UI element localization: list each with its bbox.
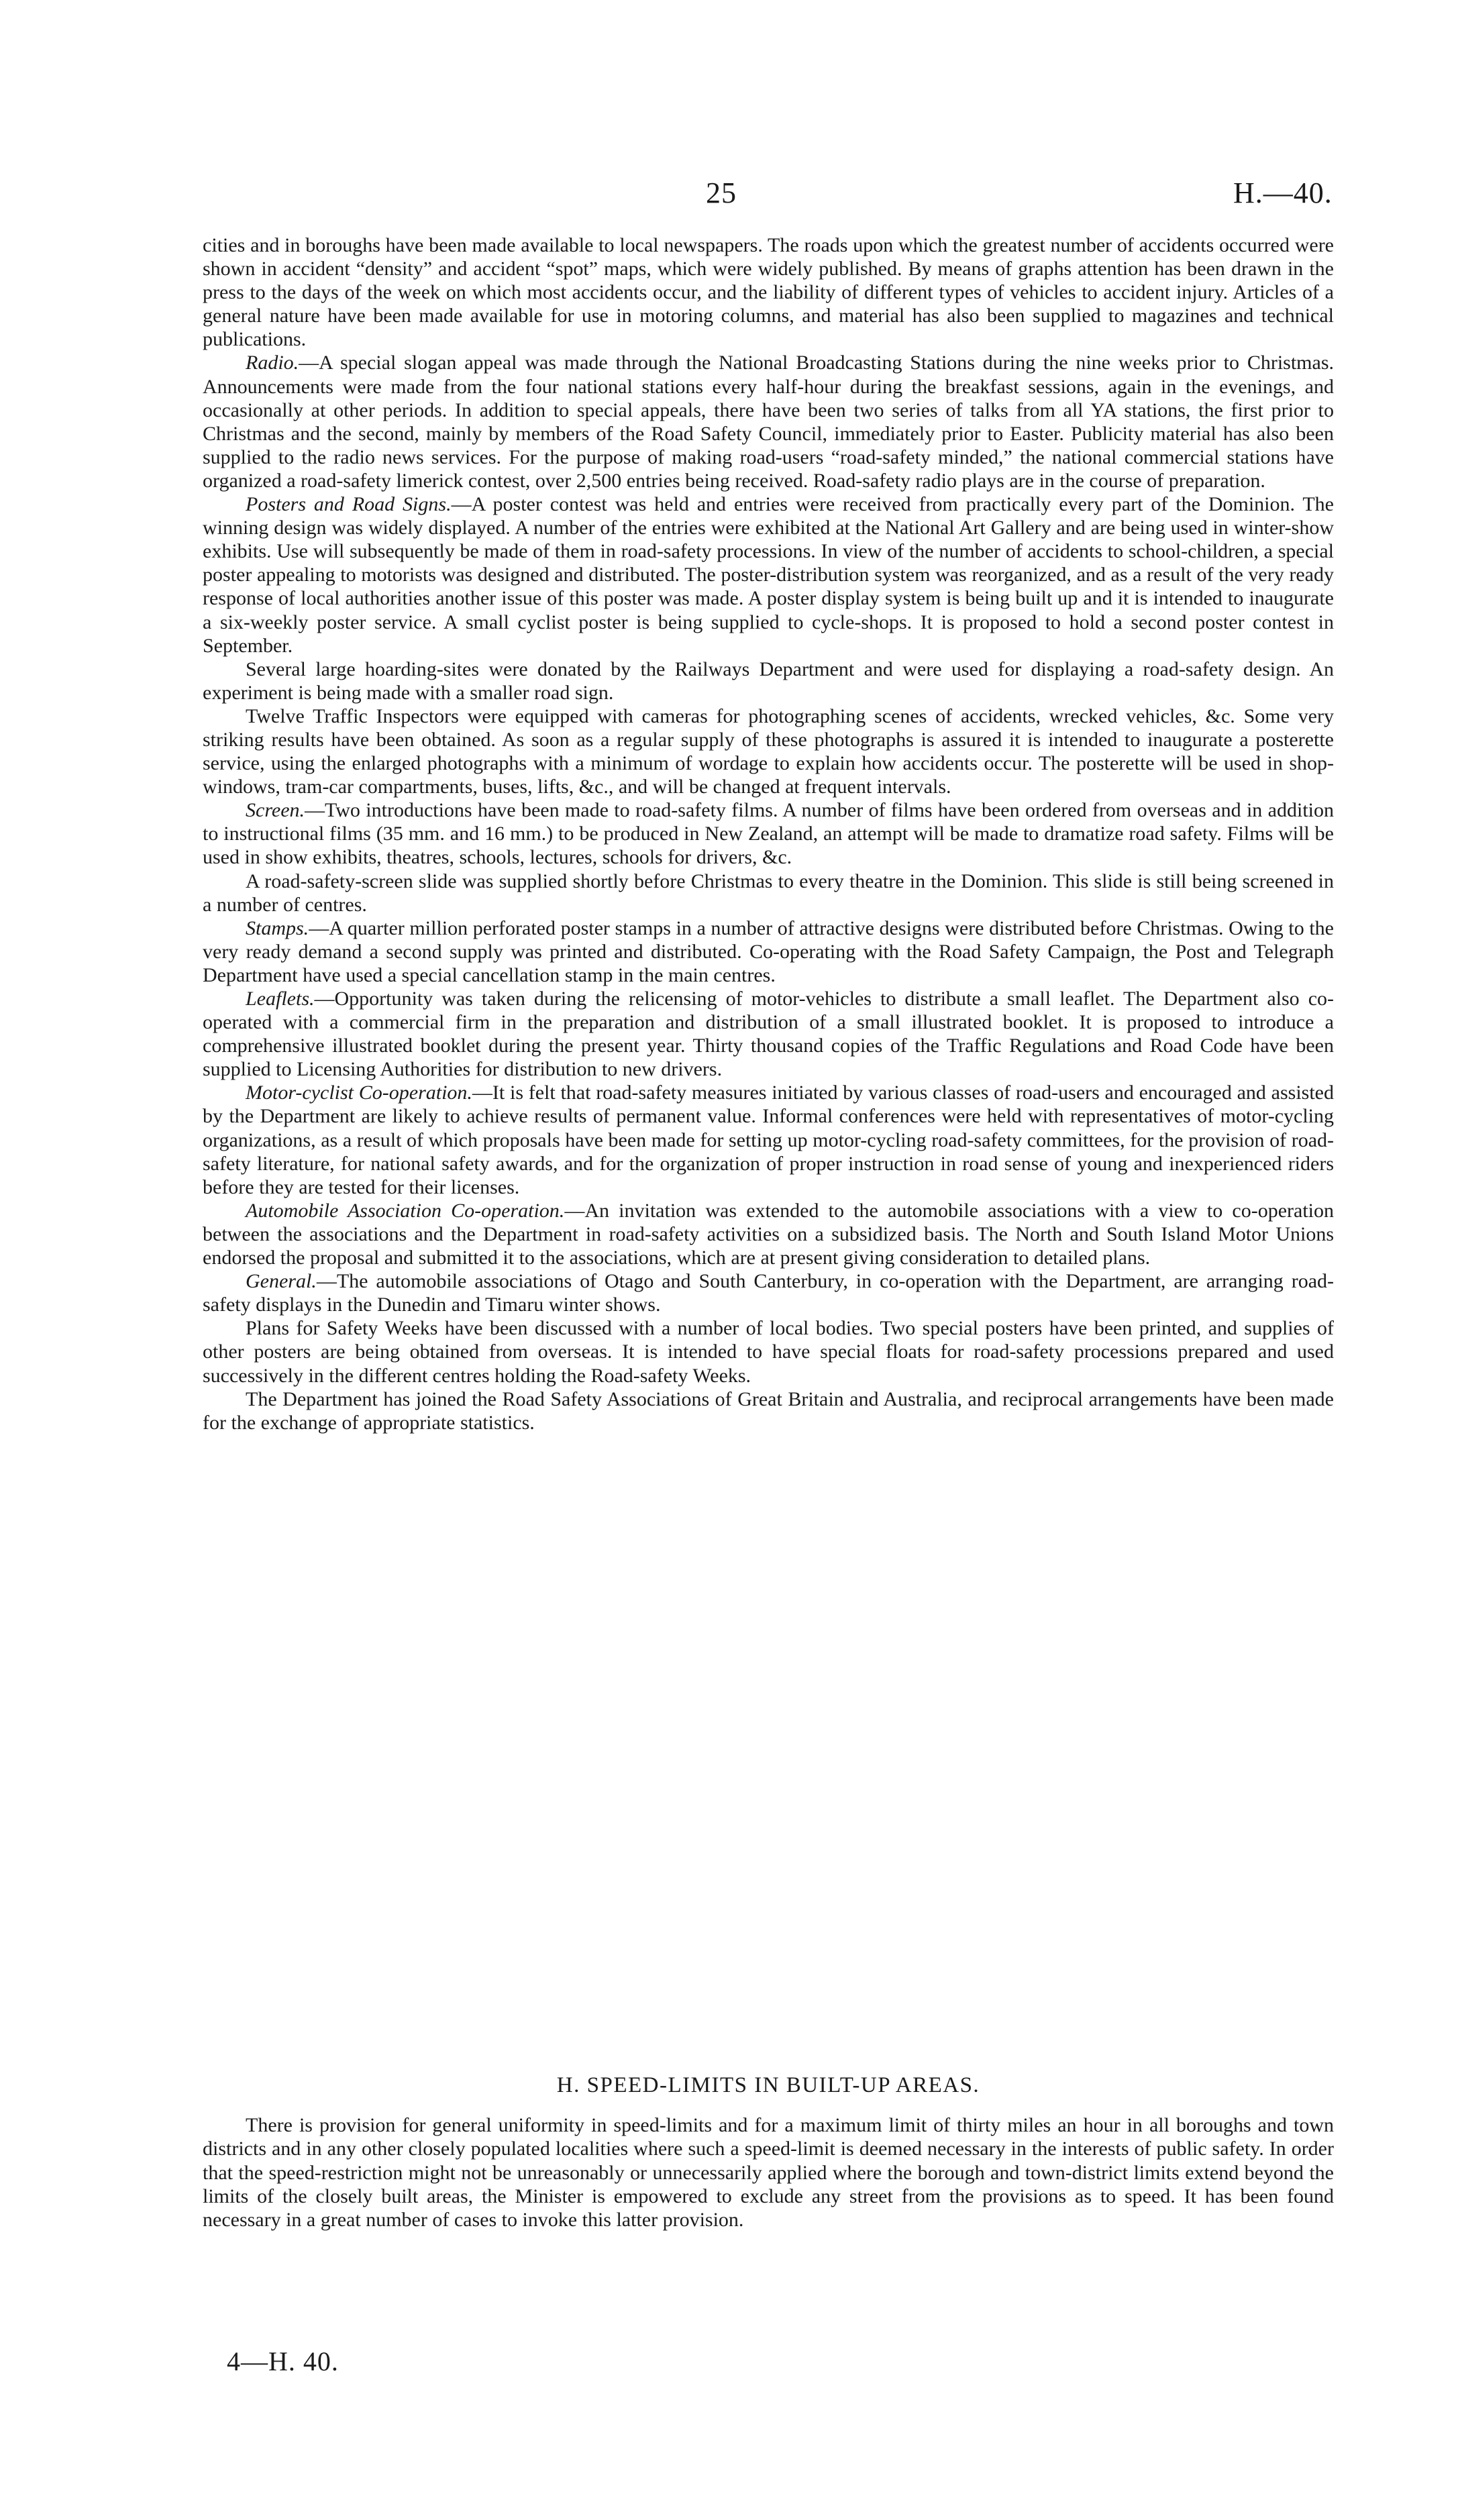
section-body <box>203 2113 1334 2232</box>
paragraph-heading: Leaflets. <box>246 988 315 1010</box>
paragraph-heading: Automobile Association Co-operation. <box>246 1199 565 1222</box>
paragraph-motor-cyclist <box>203 1081 1334 1198</box>
paragraph-safety-weeks <box>203 1316 1334 1387</box>
paragraph-text: —It is felt that road-safety measures initiated by various classes of road-users and encouraged and assisted by the Department are likely to achieve results of permanent value. Informal conferences were held with representatives of motor-cycling organizations, as a result of which proposals have been made for setting up motor-cycling road-safety committees, for the provision of road-safety literature, for national safety awards, and for the organization of proper instruction in road sense of young and inexperienced riders before they are tested for their licenses. <box>203 1082 1334 1198</box>
paragraph-text: A road-safety-screen slide was supplied shortly before Christmas to every theatre in the Dominion. This slide is still being screened in a number of centres. <box>203 870 1334 916</box>
paragraph-text: Plans for Safety Weeks have been discussed with a number of local bodies. Two special posters have been printed, and supplies of other posters are being obtained from overseas. It is intended to have special floats for road-safety processions prepared and used successively in the different centres holding the Road-safety Weeks. <box>203 1317 1334 1387</box>
paragraph-associations <box>203 1387 1334 1434</box>
paragraph-heading: Stamps. <box>246 916 309 939</box>
paragraph-heading: Radio. <box>246 352 299 374</box>
paragraph-hoarding-sites <box>203 658 1334 704</box>
section-heading: H. SPEED-LIMITS IN BUILT-UP AREAS. <box>556 2073 980 2097</box>
page-signature: 4—H. 40. <box>227 2346 339 2376</box>
document-reference: H.—40. <box>1233 176 1333 209</box>
paragraph-heading: General. <box>246 1270 317 1293</box>
paragraph-text: —A poster contest was held and entries were received from practically every part of the Dominion. The winning design was widely displayed. A number of the entries were exhibited at the National Art Gallery and are being used in winter-show exhibits. Use will subsequently be made of them in road-safety processions. In view of the number of accidents to school-children, a special poster appealing to motorists was designed and distributed. The poster-distribution system was reorganized, and as a result of the very ready response of local authorities another issue of this poster was made. A poster display system is being built up and it is intended to inaugurate a six-weekly poster service. A small cyclist poster is being supplied to cycle-shops. It is proposed to hold a second poster contest in September. <box>203 493 1334 657</box>
page-number: 25 <box>706 176 737 209</box>
paragraph-text: —A special slogan appeal was made through the National Broadcasting Stations during the nine weeks prior to Christmas. Announcements were made from the four national stations every half-hour during the breakfast sessions, again in the evenings, and occasionally at other periods. In addition to special appeals, there have been two series of talks from all YA stations, the first prior to Christmas and the second, mainly by members of the Road Safety Council, immediately prior to Easter. Publicity material has also been supplied to the radio news services. For the purpose of making road-users “road-safety minded,” the national commercial stations have organized a road-safety limerick contest, over 2,500 entries being received. Road-safety radio plays are in the course of preparation. <box>203 352 1334 492</box>
paragraph-heading: Screen. <box>246 799 305 822</box>
paragraph-traffic-inspectors <box>203 704 1334 798</box>
paragraph-radio <box>203 351 1334 492</box>
paragraph-heading: Posters and Road Signs. <box>246 493 452 516</box>
paragraph-heading: Motor-cyclist Co-operation. <box>246 1082 472 1104</box>
paragraph-general <box>203 1269 1334 1316</box>
paragraph-posters <box>203 492 1334 658</box>
paragraph-screen-slide <box>203 870 1334 916</box>
paragraph-text: The Department has joined the Road Safety Associations of Great Britain and Australia, and reciprocal arrangements have been made for the exchange of appropriate statistics. <box>203 1387 1334 1434</box>
body-text <box>203 233 1334 1434</box>
paragraph-press-publicity <box>203 233 1334 351</box>
paragraph-stamps <box>203 916 1334 987</box>
paragraph-text: —An invitation was extended to the automobile associations with a view to co-operation between the associations and the Department in road-safety activities on a subsidized basis. The North and South Island Motor Unions endorsed the proposal and submitted it to the associations, which are at present giving consideration to detailed plans. <box>203 1199 1334 1269</box>
paragraph-screen <box>203 798 1334 869</box>
paragraph-text: —Two introductions have been made to road-safety films. A number of films have been ordered from overseas and in addition to instructional films (35 mm. and 16 mm.) to be produced in New Zealand, an attempt will be made to dramatize road safety. Films will be used in show exhibits, theatres, schools, lectures, schools for drivers, &c. <box>203 799 1334 869</box>
paragraph-leaflets <box>203 987 1334 1081</box>
paragraph-automobile-association <box>203 1199 1334 1269</box>
paragraph-text: —The automobile associations of Otago and South Canterbury, in co-operation with the Department, are arranging road-safety displays in the Dunedin and Timaru winter shows. <box>203 1270 1334 1316</box>
paragraph-text: Twelve Traffic Inspectors were equipped with cameras for photographing scenes of accidents, wrecked vehicles, &c. Some very striking results have been obtained. As soon as a regular supply of these photographs is assured it is intended to inaugurate a posterette service, using the enlarged photographs with a minimum of wordage to explain how accidents occur. The posterette will be used in shop-windows, tram-car compartments, buses, lifts, &c., and will be changed at frequent intervals. <box>203 704 1334 798</box>
paragraph-text: Several large hoarding-sites were donated by the Railways Department and were used for displaying a road-safety design. An experiment is being made with a smaller road sign. <box>203 658 1334 704</box>
paragraph-text: There is provision for general uniformity in speed-limits and for a maximum limit of thirty miles an hour in all boroughs and town districts and in any other closely populated localities where such a speed-limit is deemed necessary in the interests of public safety. In order that the speed-restriction might not be unreasonably or unnecessarily applied where the borough and town-district limits extend beyond the limits of the closely built areas, the Minister is empowered to exclude any street from the provisions as to speed. It has been found necessary in a great number of cases to invoke this latter provision. <box>203 2114 1334 2232</box>
paragraph-text: —Opportunity was taken during the relicensing of motor-vehicles to distribute a small leaflet. The Department also co-operated with a commercial firm in the preparation and distribution of a small illustrated booklet. It is proposed to introduce a comprehensive illustrated booklet during the present year. Thirty thousand copies of the Traffic Regulations and Road Code have been supplied to Licensing Authorities for distribution to new drivers. <box>203 988 1334 1081</box>
paragraph-text: —A quarter million perforated poster stamps in a number of attractive designs were distributed before Christmas. Owing to the very ready demand a second supply was printed and distributed. Co-operating with the Road Safety Campaign, the Post and Telegraph Department have used a special cancellation stamp in the main centres. <box>203 916 1334 986</box>
paragraph-speed-limits <box>203 2113 1334 2232</box>
paragraph-text: cities and in boroughs have been made available to local newspapers. The roads upon which the greatest number of accidents occurred were shown in accident “density” and accident “spot” maps, which were widely published. By means of graphs attention has been drawn in the press to the days of the week on which most accidents occur, and the liability of different types of vehicles to accident injury. Articles of a general nature have been made available for use in motoring columns, and material has also been supplied to magazines and technical publications. <box>203 234 1334 351</box>
